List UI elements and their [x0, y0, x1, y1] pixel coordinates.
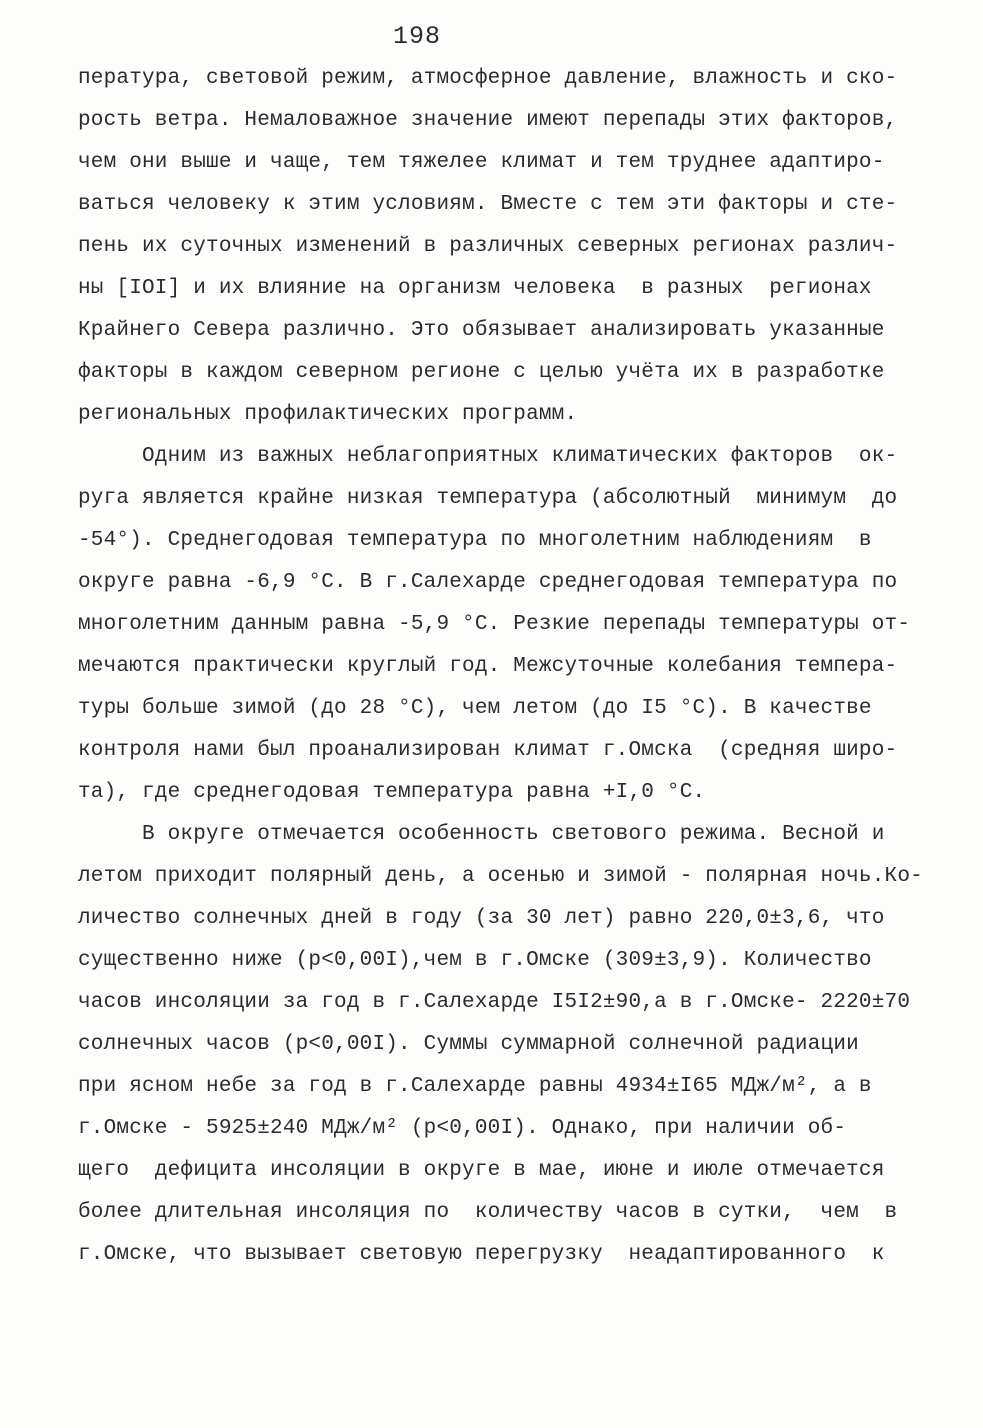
text-line: факторы в каждом северном регионе с целью учёта их в разработке [78, 361, 885, 384]
text-line: контроля нами был проанализирован климат г.Омска (средняя широ- [78, 739, 898, 762]
text-line: ны [IOI] и их влияние на организм человека в разных регионах [78, 277, 872, 300]
text-line: рость ветра. Немаловажное значение имеют перепады этих факторов, [78, 109, 898, 132]
text-line: округе равна -6,9 °C. В г.Салехарде среднегодовая температура по [78, 571, 898, 594]
text-line: региональных профилактических программ. [78, 403, 578, 426]
text-line: чем они выше и чаще, тем тяжелее климат и тем труднее адаптиро- [78, 151, 885, 174]
text-line: г.Омске - 5925±240 МДж/м² (р<0,00I). Однако, при наличии об- [78, 1117, 847, 1140]
text-line: -54°). Среднегодовая температура по многолетним наблюдениям в [78, 529, 872, 552]
text-line: щего дефицита инсоляции в округе в мае, июне и июле отмечается [78, 1159, 885, 1182]
text-line: пень их суточных изменений в различных северных регионах различ- [78, 235, 898, 258]
text-line: летом приходит полярный день, а осенью и зимой - полярная ночь.Ко- [78, 865, 923, 888]
text-line: солнечных часов (р<0,00I). Суммы суммарной солнечной радиации [78, 1033, 859, 1056]
page-number: 198 [393, 22, 442, 51]
text-line: личество солнечных дней в году (за 30 лет) равно 220,0±3,6, что [78, 907, 885, 930]
text-line: В округе отмечается особенность светового режима. Весной и [78, 823, 885, 846]
text-line: существенно ниже (р<0,00I),чем в г.Омске (309±3,9). Количество [78, 949, 872, 972]
text-line: г.Омске, что вызывает световую перегрузку неадаптированного к [78, 1243, 885, 1266]
text-line: туры больше зимой (до 28 °C), чем летом (до I5 °C). В качестве [78, 697, 872, 720]
text-line: пература, световой режим, атмосферное давление, влажность и ско- [78, 67, 898, 90]
text-line: та), где среднегодовая температура равна +I,0 °C. [78, 781, 706, 804]
text-line: более длительная инсоляция по количеству часов в сутки, чем в [78, 1201, 898, 1224]
text-line: Крайнего Севера различно. Это обязывает анализировать указанные [78, 319, 885, 342]
text-line: руга является крайне низкая температура (абсолютный минимум до [78, 487, 898, 510]
text-line: многолетним данным равна -5,9 °C. Резкие перепады температуры от- [78, 613, 911, 636]
text-line: ваться человеку к этим условиям. Вместе с тем эти факторы и сте- [78, 193, 898, 216]
text-line: при ясном небе за год в г.Салехарде равны 4934±I65 МДж/м², а в [78, 1075, 872, 1098]
text-line: часов инсоляции за год в г.Салехарде I5I2±90,а в г.Омске- 2220±70 [78, 991, 911, 1014]
text-line: Одним из важных неблагоприятных климатических факторов ок- [78, 445, 898, 468]
text-line: мечаются практически круглый год. Межсуточные колебания темпера- [78, 655, 898, 678]
